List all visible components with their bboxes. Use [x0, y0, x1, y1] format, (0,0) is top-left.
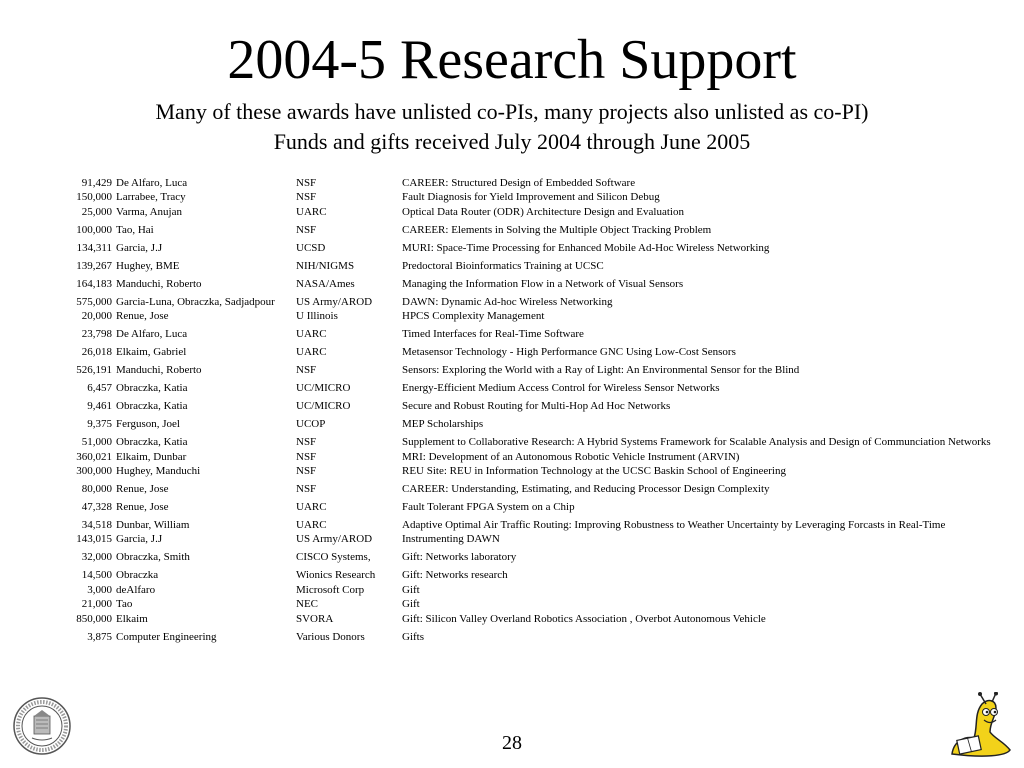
- award-title: Gift: Networks laboratory: [402, 551, 517, 564]
- award-sponsor: UCOP: [296, 418, 326, 431]
- award-row: [60, 223, 995, 237]
- award-row: [60, 327, 995, 341]
- award-sponsor: U Illinois: [296, 310, 338, 323]
- award-pi: Hughey, Manduchi: [116, 465, 201, 478]
- slide-subtitle-period: Funds and gifts received July 2004 through June 2005: [273, 129, 751, 154]
- award-title: Gift: [402, 598, 420, 611]
- award-sponsor: NSF: [296, 364, 317, 377]
- award-amount: 526,191: [76, 364, 112, 377]
- award-amount: 25,000: [81, 205, 112, 218]
- award-row: [60, 435, 995, 449]
- award-amount: 26,018: [81, 346, 112, 359]
- award-sponsor: NSF: [296, 450, 317, 463]
- award-pi: Obraczka, Smith: [116, 551, 190, 564]
- award-title: Adaptive Optimal Air Traffic Routing: Improving Robustness to Weather Uncertainty by Leveraging Forcasts in Real-Time: [402, 519, 946, 532]
- award-title: Metasensor Technology - High Performance GNC Using Low-Cost Sensors: [402, 346, 736, 359]
- award-title: Supplement to Collaborative Research: A Hybrid Systems Framework for Scalable Analysis and Design of Communciation Networks: [402, 436, 991, 449]
- award-row: [60, 612, 995, 626]
- award-amount: 360,021: [76, 450, 112, 463]
- award-sponsor: NSF: [296, 223, 317, 236]
- award-title: MURI: Space-Time Processing for Enhanced Mobile Ad-Hoc Wireless Networking: [402, 241, 770, 254]
- award-sponsor: Wionics Research: [296, 569, 376, 582]
- page-number: 28: [502, 732, 522, 754]
- award-amount: 32,000: [81, 551, 112, 564]
- award-amount: 23,798: [81, 328, 112, 341]
- award-row: [60, 345, 995, 359]
- award-title: CAREER: Elements in Solving the Multiple Object Tracking Problem: [402, 223, 712, 236]
- award-pi: Hughey, BME: [116, 259, 180, 272]
- award-title: Gift: Silicon Valley Overland Robotics Association , Overbot Autonomous Vehicle: [402, 612, 766, 625]
- award-sponsor: UC/MICRO: [296, 400, 351, 413]
- award-sponsor: UARC: [296, 328, 327, 341]
- award-pi: Renue, Jose: [116, 501, 169, 514]
- award-amount: 14,500: [81, 569, 112, 582]
- award-row: [60, 583, 995, 597]
- award-row: [60, 205, 995, 219]
- award-pi: Computer Engineering: [116, 630, 217, 643]
- award-row: [60, 450, 995, 464]
- award-amount: 20,000: [81, 310, 112, 323]
- award-amount: 850,000: [76, 612, 112, 625]
- award-amount: 575,000: [76, 295, 112, 308]
- award-row: [60, 363, 995, 377]
- award-amount: 6,457: [87, 382, 112, 395]
- award-pi: Garcia-Luna, Obraczka, Sadjadpour: [116, 295, 275, 308]
- award-amount: 3,000: [87, 583, 112, 596]
- award-sponsor: NSF: [296, 436, 317, 449]
- award-pi: deAlfaro: [116, 583, 156, 596]
- award-pi: Obraczka, Katia: [116, 436, 188, 449]
- award-pi: Larrabee, Tracy: [116, 191, 186, 204]
- award-pi: Manduchi, Roberto: [116, 277, 202, 290]
- award-sponsor: UCSD: [296, 241, 326, 254]
- award-sponsor: NEC: [296, 598, 318, 611]
- award-pi: Obraczka: [116, 569, 159, 582]
- award-amount: 47,328: [81, 501, 112, 514]
- award-title: HPCS Complexity Management: [402, 310, 545, 323]
- award-pi: Dunbar, William: [116, 519, 190, 532]
- award-sponsor: NIH/NIGMS: [296, 259, 355, 272]
- award-pi: Varma, Anujan: [116, 205, 182, 218]
- awards-table: [60, 176, 995, 644]
- award-pi: Obraczka, Katia: [116, 400, 188, 413]
- award-sponsor: US Army/AROD: [296, 295, 373, 308]
- award-amount: 164,183: [76, 277, 112, 290]
- award-pi: Tao: [116, 598, 133, 611]
- award-title: Instrumenting DAWN: [402, 533, 500, 546]
- award-row: [60, 259, 995, 273]
- award-sponsor: CISCO Systems,: [296, 551, 371, 564]
- award-title: Gift: [402, 583, 420, 596]
- award-amount: 3,875: [87, 630, 112, 643]
- award-sponsor: UARC: [296, 346, 327, 359]
- award-title: MEP Scholarships: [402, 418, 484, 431]
- award-row: [60, 518, 995, 532]
- award-pi: De Alfaro, Luca: [116, 177, 188, 189]
- award-title: CAREER: Structured Design of Embedded Software: [402, 177, 636, 189]
- award-row: [60, 532, 995, 546]
- slide-subtitle-note: Many of these awards have unlisted co-PIs, many projects also unlisted as co-PI): [155, 99, 869, 124]
- award-sponsor: UC/MICRO: [296, 382, 351, 395]
- award-pi: Tao, Hai: [116, 223, 154, 236]
- award-sponsor: NSF: [296, 191, 317, 204]
- award-amount: 80,000: [81, 483, 112, 496]
- award-sponsor: Microsoft Corp: [296, 583, 365, 596]
- award-row: [60, 190, 995, 204]
- award-title: Fault Tolerant FPGA System on a Chip: [402, 501, 575, 514]
- award-row: [60, 295, 995, 309]
- award-amount: 143,015: [76, 533, 112, 546]
- award-row: [60, 482, 995, 496]
- award-title: MRI: Development of an Autonomous Robotic Vehicle Instrument (ARVIN): [402, 450, 740, 463]
- award-row: [60, 241, 995, 255]
- award-row: [60, 399, 995, 413]
- award-row: [60, 500, 995, 514]
- award-sponsor: NSF: [296, 483, 317, 496]
- award-pi: Elkaim, Gabriel: [116, 346, 187, 359]
- award-sponsor: SVORA: [296, 612, 334, 625]
- award-title: Secure and Robust Routing for Multi-Hop Ad Hoc Networks: [402, 400, 671, 413]
- award-title: CAREER: Understanding, Estimating, and Reducing Processor Design Complexity: [402, 483, 770, 496]
- award-amount: 9,375: [87, 418, 112, 431]
- award-sponsor: UARC: [296, 519, 327, 532]
- award-title: Sensors: Exploring the World with a Ray of Light: An Environmental Sensor for the Blind: [402, 364, 800, 377]
- award-sponsor: NASA/Ames: [296, 277, 355, 290]
- award-title: Timed Interfaces for Real-Time Software: [402, 328, 584, 341]
- award-amount: 134,311: [76, 241, 112, 254]
- award-pi: Garcia, J.J: [116, 533, 163, 546]
- award-row: [60, 597, 995, 611]
- award-sponsor: Various Donors: [296, 630, 365, 643]
- award-pi: Manduchi, Roberto: [116, 364, 202, 377]
- award-pi: Renue, Jose: [116, 483, 169, 496]
- award-title: REU Site: REU in Information Technology at the UCSC Baskin School of Engineering: [402, 465, 786, 478]
- award-title: Fault Diagnosis for Yield Improvement and Silicon Debug: [402, 191, 660, 204]
- award-pi: Garcia, J.J: [116, 241, 163, 254]
- award-amount: 51,000: [81, 436, 112, 449]
- award-sponsor: NSF: [296, 465, 317, 478]
- award-row: [60, 176, 995, 190]
- award-title: Predoctoral Bioinformatics Training at UCSC: [402, 259, 604, 272]
- award-row: [60, 417, 995, 431]
- award-title: Optical Data Router (ODR) Architecture Design and Evaluation: [402, 205, 684, 218]
- award-sponsor: US Army/AROD: [296, 533, 373, 546]
- award-sponsor: UARC: [296, 501, 327, 514]
- award-amount: 150,000: [76, 191, 112, 204]
- award-row: [60, 464, 995, 478]
- slide-title: 2004-5 Research Support: [227, 29, 797, 91]
- award-pi: Obraczka, Katia: [116, 382, 188, 395]
- award-pi: Ferguson, Joel: [116, 418, 180, 431]
- award-pi: Elkaim, Dunbar: [116, 450, 187, 463]
- award-title: Energy-Efficient Medium Access Control for Wireless Sensor Networks: [402, 382, 720, 395]
- award-amount: 9,461: [87, 400, 112, 413]
- award-pi: Elkaim: [116, 612, 148, 625]
- award-row: [60, 277, 995, 291]
- award-sponsor: UARC: [296, 205, 327, 218]
- award-sponsor: NSF: [296, 177, 317, 189]
- award-amount: 300,000: [76, 465, 112, 478]
- award-row: [60, 550, 995, 564]
- award-title: DAWN: Dynamic Ad-hoc Wireless Networking: [402, 295, 613, 308]
- award-amount: 139,267: [76, 259, 112, 272]
- award-row: [60, 381, 995, 395]
- award-pi: De Alfaro, Luca: [116, 328, 188, 341]
- award-amount: 91,429: [81, 177, 112, 189]
- award-amount: 21,000: [81, 598, 112, 611]
- award-pi: Renue, Jose: [116, 310, 169, 323]
- award-title: Gifts: [402, 630, 424, 643]
- award-title: Gift: Networks research: [402, 569, 508, 582]
- award-row: [60, 568, 995, 582]
- award-title: Managing the Information Flow in a Network of Visual Sensors: [402, 277, 684, 290]
- award-amount: 34,518: [81, 519, 112, 532]
- award-amount: 100,000: [76, 223, 112, 236]
- award-row: [60, 630, 995, 644]
- award-row: [60, 309, 995, 323]
